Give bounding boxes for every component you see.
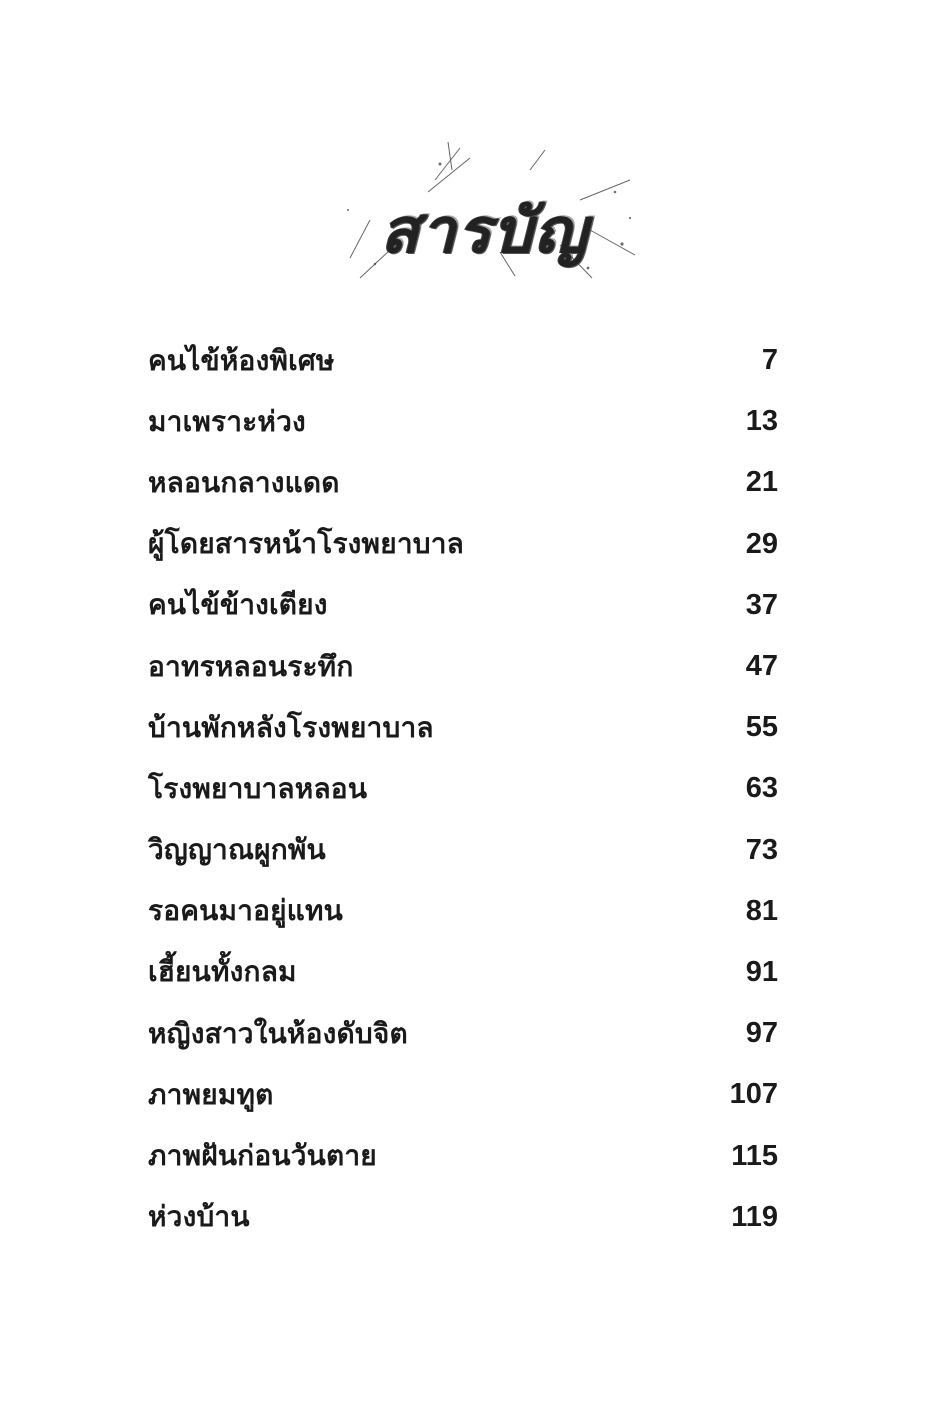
toc-entry bbox=[148, 1187, 778, 1248]
toc-entry bbox=[148, 514, 778, 575]
toc-entry-title: หญิงสาวในห้องดับจิต bbox=[148, 1016, 408, 1050]
toc-entry bbox=[148, 881, 778, 942]
toc-entry-page-number: 73 bbox=[745, 833, 778, 866]
toc-list bbox=[148, 330, 778, 1248]
page-title: สารบัญ bbox=[380, 194, 590, 267]
toc-entry bbox=[148, 636, 778, 697]
toc-entry bbox=[148, 575, 778, 636]
toc-entry-page-number: 107 bbox=[729, 1078, 778, 1111]
toc-entry-title: ภาพยมทูต bbox=[148, 1077, 274, 1111]
toc-entry-title: โรงพยาบาลหลอน bbox=[148, 771, 368, 805]
toc-entry-title: คนไข้ข้างเตียง bbox=[148, 588, 328, 622]
toc-entry bbox=[148, 758, 778, 819]
toc-entry-title: รอคนมาอยู่แทน bbox=[148, 894, 343, 928]
toc-heading bbox=[330, 140, 640, 280]
toc-entry-page-number: 7 bbox=[761, 344, 778, 377]
toc-entry-page-number: 97 bbox=[745, 1017, 778, 1050]
toc-entry-title: บ้านพักหลังโรงพยาบาล bbox=[148, 710, 434, 744]
toc-entry bbox=[148, 391, 778, 452]
toc-entry bbox=[148, 452, 778, 513]
toc-entry-page-number: 47 bbox=[745, 650, 778, 683]
toc-entry-page-number: 81 bbox=[745, 894, 778, 927]
toc-entry-title: เฮี้ยนทั้งกลม bbox=[148, 955, 297, 989]
toc-entry-page-number: 37 bbox=[745, 588, 778, 621]
toc-entry-page-number: 55 bbox=[745, 711, 778, 744]
toc-entry bbox=[148, 697, 778, 758]
toc-entry-title: มาเพราะห่วง bbox=[148, 404, 306, 438]
toc-entry-page-number: 13 bbox=[745, 405, 778, 438]
toc-entry-page-number: 115 bbox=[731, 1139, 778, 1172]
toc-entry bbox=[148, 942, 778, 1003]
toc-entry-page-number: 63 bbox=[745, 772, 778, 805]
toc-entry-title: หลอนกลางแดด bbox=[148, 465, 340, 499]
toc-entry-title: ผู้โดยสารหน้าโรงพยาบาล bbox=[148, 527, 464, 561]
toc-entry-title: ภาพฝันก่อนวันตาย bbox=[148, 1139, 377, 1173]
toc-entry bbox=[148, 1125, 778, 1186]
toc-entry bbox=[148, 330, 778, 391]
toc-entry-page-number: 119 bbox=[731, 1200, 778, 1233]
toc-entry bbox=[148, 820, 778, 881]
toc-entry-page-number: 91 bbox=[745, 955, 778, 988]
toc-entry-title: ห่วงบ้าน bbox=[148, 1200, 250, 1234]
toc-entry-page-number: 29 bbox=[745, 527, 778, 560]
toc-entry-page-number: 21 bbox=[745, 466, 778, 499]
toc-entry-title: คนไข้ห้องพิเศษ bbox=[148, 343, 335, 377]
toc-entry bbox=[148, 1064, 778, 1125]
toc-entry-title: อาทรหลอนระทึก bbox=[148, 649, 354, 683]
toc-entry-title: วิญญาณผูกพัน bbox=[148, 833, 326, 867]
toc-entry bbox=[148, 1003, 778, 1064]
